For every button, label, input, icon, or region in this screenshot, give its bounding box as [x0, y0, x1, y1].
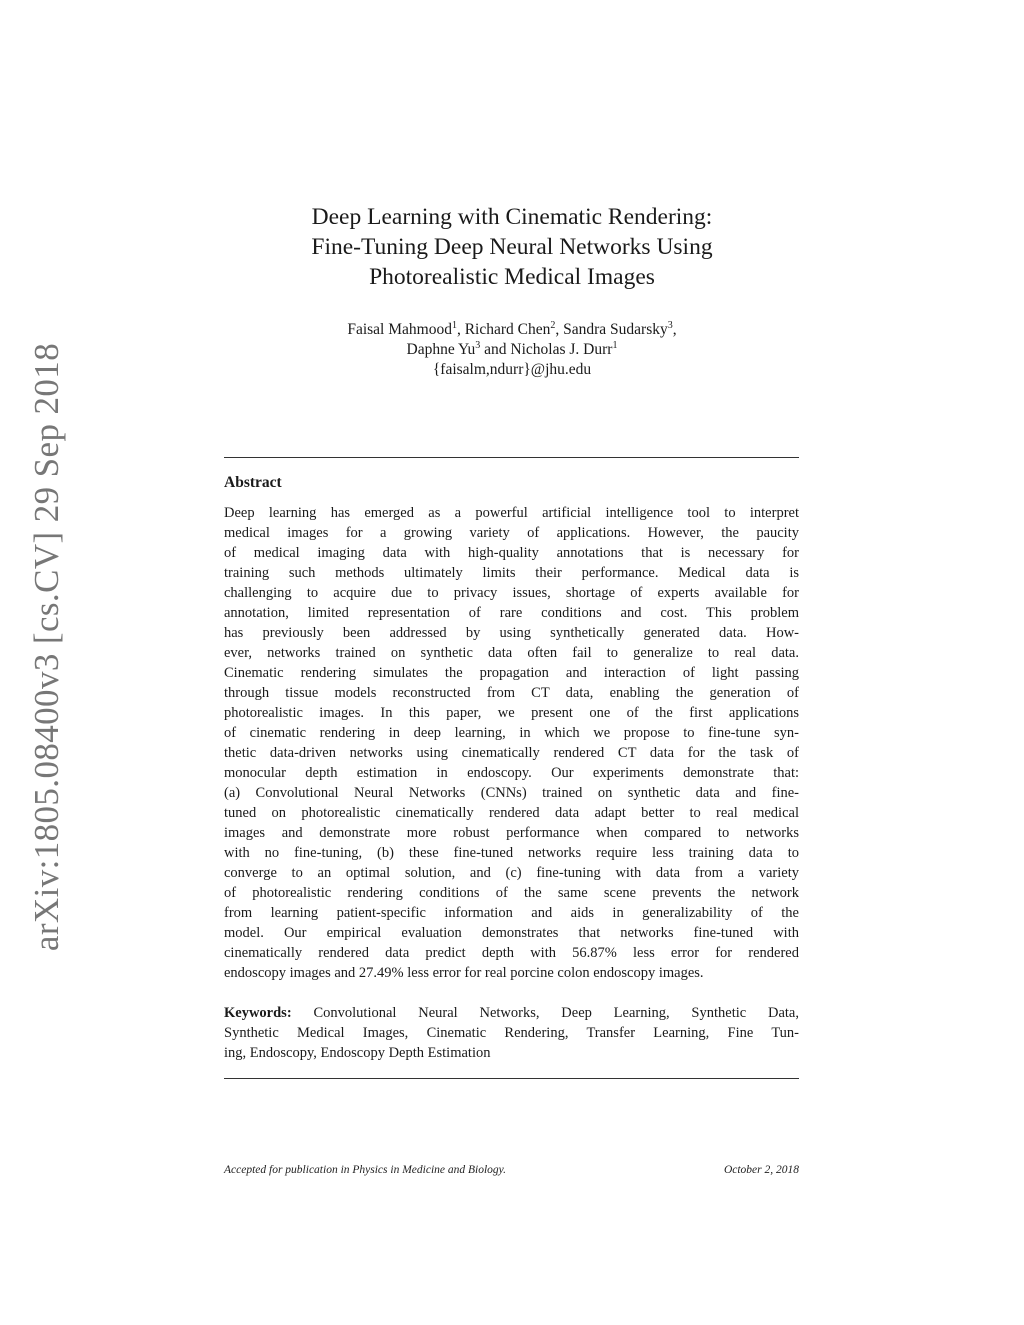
abstract-bottom-rule	[224, 1078, 799, 1079]
abstract-top-rule	[224, 457, 799, 458]
author-separator: ,	[456, 321, 465, 338]
keywords-text: Convolutional Neural Networks, Deep Learning, Synthetic Data,	[313, 1005, 799, 1021]
abstract-line: thetic data-driven networks using cinematically rendered CT data for the task of	[224, 745, 799, 761]
abstract-line: ever, networks trained on synthetic data often fail to generalize to real data.	[224, 645, 799, 661]
author-block	[180, 320, 844, 380]
affiliation-mark: 3	[667, 320, 673, 331]
abstract-line: images and demonstrate more robust performance when compared to networks	[224, 825, 799, 841]
keywords-line-2: Synthetic Medical Images, Cinematic Rendering, Transfer Learning, Fine Tun-	[224, 1025, 799, 1041]
keywords-label: Keywords:	[224, 1005, 292, 1021]
abstract-line: through tissue models reconstructed from CT data, enabling the generation of	[224, 685, 799, 701]
author-line-2	[180, 340, 844, 360]
author-line-1	[180, 320, 844, 340]
abstract-line: cinematically rendered data predict depth with 56.87% less error for rendered	[224, 945, 799, 961]
abstract-line: model. Our empirical evaluation demonstrates that networks fine-tuned with	[224, 925, 799, 941]
abstract-body	[224, 503, 799, 983]
author-name: Nicholas J. Durr	[510, 341, 613, 358]
keywords-line-3: ing, Endoscopy, Endoscopy Depth Estimation	[224, 1045, 491, 1061]
title-line: Photorealistic Medical Images	[369, 264, 655, 290]
author-separator: and	[480, 341, 511, 358]
abstract-line: Deep learning has emerged as a powerful artificial intelligence tool to interpret	[224, 505, 799, 521]
abstract-line: has previously been addressed by using synthetically generated data. How-	[224, 625, 799, 641]
author-name: Faisal Mahmood	[347, 321, 452, 338]
abstract-line: from learning patient-specific information and aids in generalizability of the	[224, 905, 799, 921]
footer-date: October 2, 2018	[723, 1164, 799, 1176]
affiliation-mark: 1	[612, 340, 618, 351]
author-email[interactable]: {faisalm,ndurr}@jhu.edu	[432, 361, 592, 378]
abstract-line: monocular depth estimation in endoscopy. Our experiments demonstrate that:	[224, 765, 799, 781]
keywords-block	[224, 1003, 799, 1063]
arxiv-stamp-text: arXiv:1805.08400v3 [cs.CV] 29 Sep 2018	[27, 342, 67, 952]
affiliation-mark: 1	[451, 320, 457, 331]
abstract-line: medical images for a growing variety of applications. However, the paucity	[224, 525, 799, 541]
abstract-line: photorealistic images. In this paper, we present one of the first applications	[224, 705, 799, 721]
author-name: Daphne Yu	[406, 341, 476, 358]
affiliation-mark: 3	[475, 340, 481, 351]
abstract-heading: Abstract	[224, 474, 282, 491]
abstract-line: of photorealistic rendering conditions of the same scene prevents the network	[224, 885, 799, 901]
author-separator: ,	[672, 321, 677, 338]
abstract-line: endoscopy images and 27.49% less error for real porcine colon endoscopy images.	[224, 965, 704, 981]
author-name: Sandra Sudarsky	[563, 321, 668, 338]
affiliation-mark: 2	[550, 320, 556, 331]
publication-note: Accepted for publication in Physics in Medicine and Biology.	[224, 1164, 507, 1176]
abstract-line: Cinematic rendering simulates the propagation and interaction of light passing	[224, 665, 799, 681]
abstract-line: converge to an optimal solution, and (c) fine-tuning with data from a variety	[224, 865, 799, 881]
title-line: Fine-Tuning Deep Neural Networks Using	[311, 234, 713, 260]
abstract-line: of medical imaging data with high-quality annotations that is necessary for	[224, 545, 799, 561]
abstract-line: (a) Convolutional Neural Networks (CNNs) trained on synthetic data and fine-	[224, 785, 799, 801]
author-separator: ,	[555, 321, 564, 338]
paper-title	[180, 202, 844, 292]
title-line: Deep Learning with Cinematic Rendering:	[311, 204, 713, 230]
abstract-line: annotation, limited representation of rare conditions and cost. This problem	[224, 605, 799, 621]
abstract-line: training such methods ultimately limits their performance. Medical data is	[224, 565, 799, 581]
abstract-line: tuned on photorealistic cinematically rendered data adapt better to real medical	[224, 805, 799, 821]
keywords-line-1	[224, 1003, 799, 1023]
author-name: Richard Chen	[464, 321, 551, 338]
abstract-line: challenging to acquire due to privacy issues, shortage of experts available for	[224, 585, 799, 601]
abstract-line: with no fine-tuning, (b) these fine-tuned networks require less training data to	[224, 845, 799, 861]
abstract-line: of cinematic rendering in deep learning, in which we propose to fine-tune syn-	[224, 725, 799, 741]
